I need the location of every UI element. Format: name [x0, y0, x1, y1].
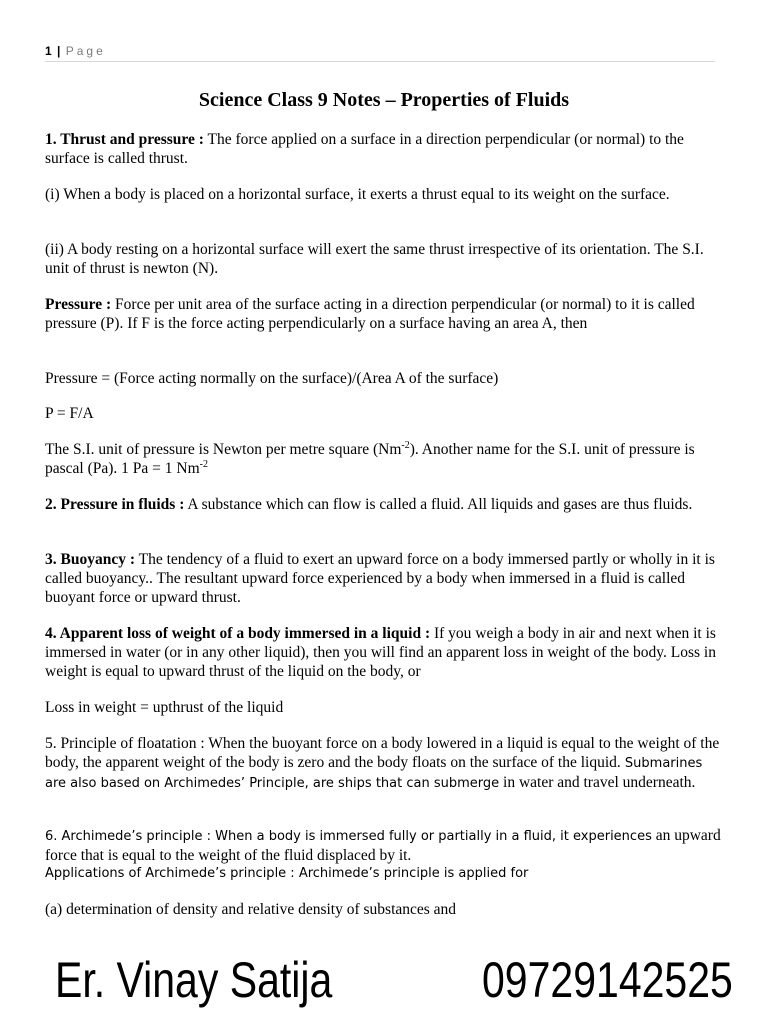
p-equals-f-over-a: P = F/A [45, 405, 94, 422]
loss-formula: Loss in weight = upthrust of the liquid [45, 699, 284, 716]
section-text: If you weigh a body in air and next when it is immersed in water (or in any other liquid), then you will find an apparent loss in weight of the body. Loss in weight is equal to upward thrust of the liquid on the body, or [45, 625, 716, 680]
section-pressure [45, 295, 725, 333]
section-heading: 4. Apparent loss of weight of a body immersed in a liquid : [45, 625, 431, 642]
si-unit-exponent-1: -2 [401, 439, 410, 451]
section-pressure-in-fluids [45, 495, 725, 514]
application-a: (a) determination of density and relative density of substances and [45, 901, 457, 918]
section-text: A substance which can flow is called a fluid. All liquids and gases are thus fluids. [184, 496, 693, 513]
section-buoyancy [45, 550, 725, 607]
section-text: The force applied on a surface in a direction perpendicular (or normal) to the surface is called thrust. [45, 131, 684, 167]
page-number: 1 [45, 44, 52, 58]
section-text: 5. Principle of floatation : When the buoyant force on a body lowered in a liquid is equal to the weight of the body, the apparent weight of the body is zero and the body floats on the surface of the liquid. [45, 735, 720, 771]
applications-paragraph: Applications of Archimede’s principle : Archimede’s principle is applied for [45, 866, 529, 881]
si-unit-text-2: ). Another name for the S.I. unit of pressure is pascal (Pa). 1 Pa = 1 Nm [45, 441, 695, 477]
page-footer [0, 945, 768, 1015]
paragraph-thrust-ii: (ii) A body resting on a horizontal surface will exert the same thrust irrespective of its orientation. The S.I. unit of thrust is newton (N). [45, 241, 704, 277]
page-label: Page [65, 44, 106, 58]
section-heading: 1. Thrust and pressure : [45, 131, 204, 148]
paragraph-thrust-i: (i) When a body is placed on a horizontal surface, it exerts a thrust equal to its weight on the surface. [45, 186, 670, 203]
section-text: Force per unit area of the surface acting in a direction perpendicular (or normal) to it is called pressure (P). If F is the force acting perpendicularly on a surface having an area A, then [45, 296, 695, 332]
pressure-formula: Pressure = (Force acting normally on the surface)/(Area A of the surface) [45, 370, 499, 387]
section-text: The tendency of a fluid to exert an upward force on a body immersed partly or wholly in it is called buoyancy.. The resultant upward force experienced by a body when immersed in a fluid is called buoyant force or upward thrust. [45, 551, 715, 606]
section-heading: 3. Buoyancy : [45, 551, 135, 568]
author-name: Er. Vinay Satija [55, 952, 333, 1008]
section-archimedes-principle [45, 826, 725, 865]
document-title: Science Class 9 Notes – Properties of Fluids [198, 89, 570, 111]
section-heading: 2. Pressure in fluids : [45, 496, 185, 513]
page-separator: | [57, 44, 61, 58]
section-thrust-and-pressure [45, 130, 725, 168]
section-text-mono: Submarines are also based on Archimedes’ Principle, are ships that can submerge [45, 756, 703, 791]
section-text-mono: 6. Archimede’s principle : When a body is immersed fully or partially in a fluid, it experiences [45, 829, 652, 844]
section-text: an upward force that is equal to the weight of the fluid displaced by it. [45, 827, 721, 864]
author-phone: 09729142525 [482, 952, 733, 1008]
page-header [45, 44, 715, 62]
section-heading: Pressure : [45, 296, 112, 313]
si-unit-exponent-2: -2 [199, 458, 209, 470]
si-unit-paragraph [45, 440, 725, 478]
section-floatation [45, 734, 725, 793]
si-unit-text-1: The S.I. unit of pressure is Newton per metre square (Nm [45, 441, 402, 458]
section-apparent-loss [45, 624, 725, 681]
section-text-2: in water and travel underneath. [499, 774, 696, 791]
